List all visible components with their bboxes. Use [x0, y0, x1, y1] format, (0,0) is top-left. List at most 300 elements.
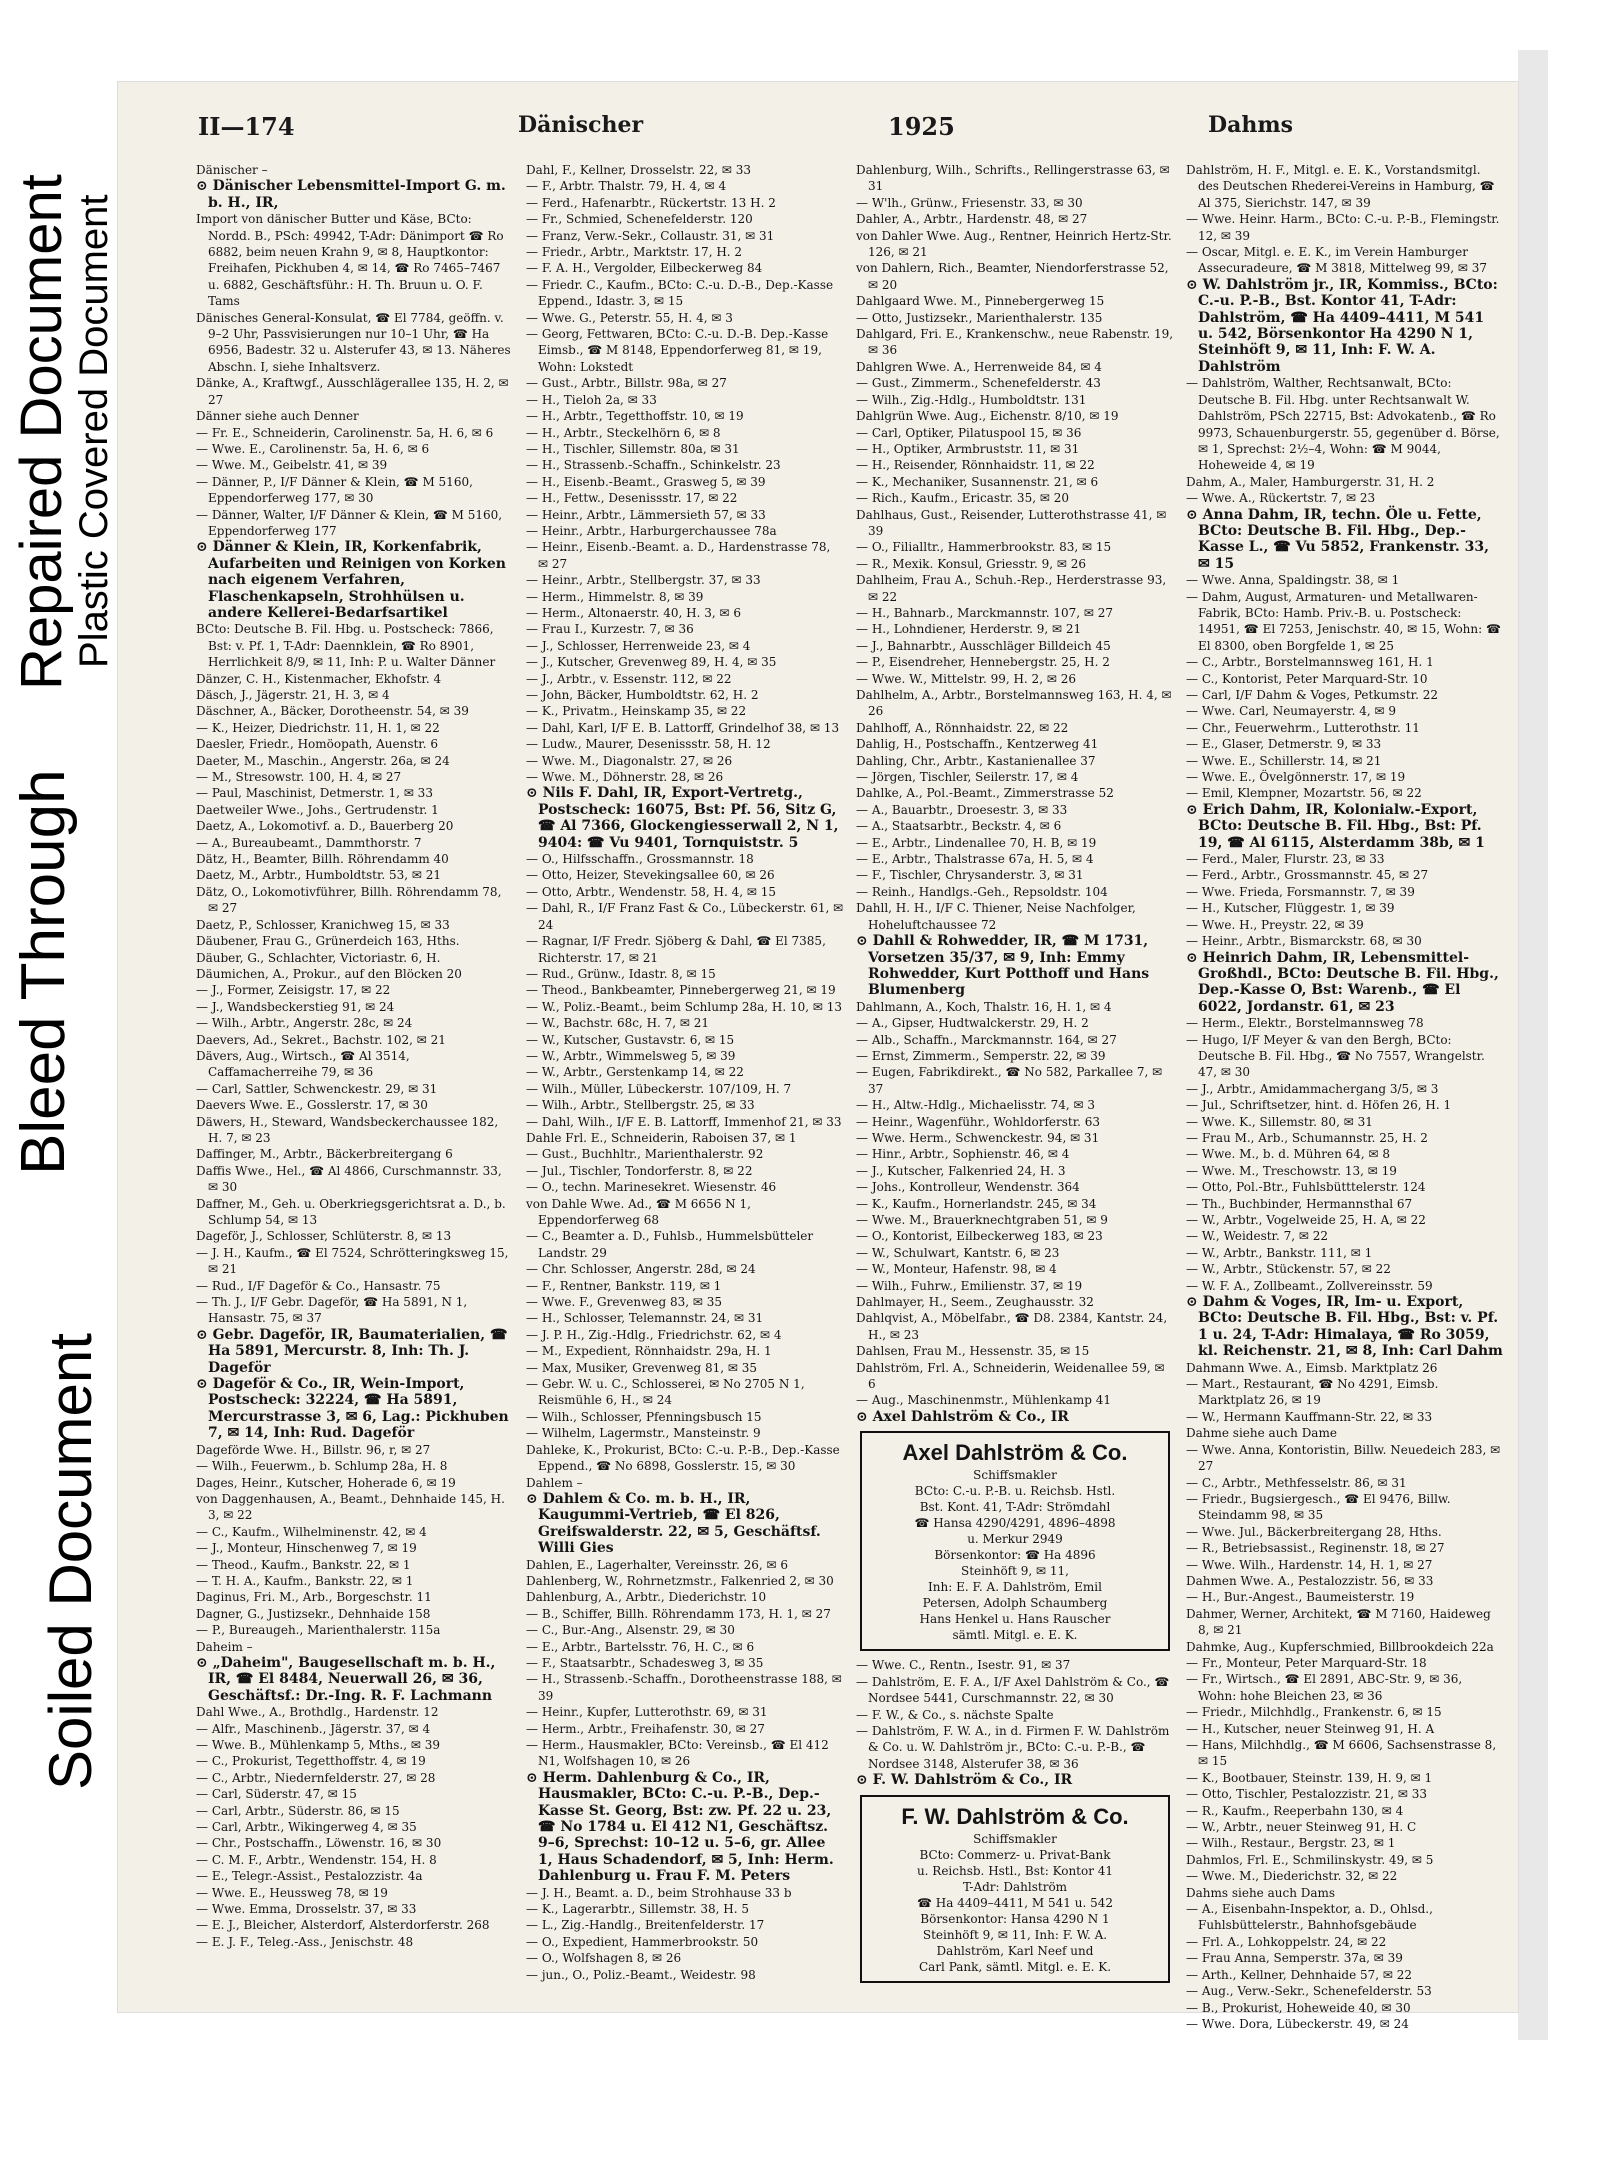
- directory-entry: Dahlgrün Wwe. Aug., Eichenstr. 8/10, ✉ 19: [856, 409, 1119, 424]
- directory-entry: — O., Hilfsschaffn., Grossmannstr. 18: [526, 852, 754, 867]
- directory-entry: — Carl, Optiker, Pilatuspool 15, ✉ 36: [856, 425, 1082, 440]
- directory-entry: — E., Telegr.-Assist., Pestalozzistr. 4a: [196, 1869, 423, 1884]
- directory-entry: ⊙ Dänner & Klein, IR, Korkenfabrik, Aufarbeiten und Reinigen von Korken nach eigenem Verfahren, Flaschenkapseln, Strohhülsen u. andere Kellerei-Bedarfsartikel: [196, 539, 506, 621]
- directory-entry: — Wilh., Arbtr., Stellbergstr. 25, ✉ 33: [526, 1098, 755, 1113]
- directory-entry: Dages, Heinr., Kutscher, Hoherade 6, ✉ 19: [196, 1475, 456, 1490]
- directory-entry: — Wwe. Emma, Drosselstr. 37, ✉ 33: [196, 1902, 417, 1917]
- directory-entry: Dahler, A., Arbtr., Hardenstr. 48, ✉ 27: [856, 212, 1088, 227]
- directory-entry: — H., Arbtr., Steckelhörn 6, ✉ 8: [526, 425, 721, 440]
- directory-entry: Daesler, Friedr., Homöopath, Auenstr. 6: [196, 737, 438, 752]
- directory-entry: — Ferd., Arbtr., Grossmannstr. 45, ✉ 27: [1186, 868, 1429, 883]
- ad-line: Inh: E. F. A. Dahlström, Emil: [928, 1580, 1102, 1595]
- advertisement-axel-dahlstroem: [860, 1431, 1170, 1651]
- directory-entry: Dahlström, Frl. A., Schneiderin, Weidenallee 59, ✉ 6: [856, 1360, 1165, 1392]
- side-label-strip: [0, 0, 130, 2177]
- directory-page: [118, 82, 1518, 2031]
- directory-entry: Daevers, Ad., Sekret., Bachstr. 102, ✉ 21: [196, 1032, 446, 1047]
- directory-entry: — K., Mechaniker, Susannenstr. 21, ✉ 6: [856, 474, 1099, 489]
- directory-entry: — Ferd., Maler, Flurstr. 23, ✉ 33: [1186, 852, 1385, 867]
- directory-entry: — J., Kutscher, Falkenried 24, H. 3: [856, 1163, 1066, 1178]
- directory-entry: — C., Beamter a. D., Fuhlsb., Hummelsbütteler Landstr. 29: [526, 1229, 814, 1260]
- directory-entry: — Fr., Monteur, Peter Marquard-Str. 18: [1186, 1655, 1427, 1670]
- label-plastic-covered-document: Plastic Covered Document: [72, 194, 116, 668]
- directory-entry: — Jul., Schriftsetzer, hint. d. Höfen 26, H. 1: [1186, 1098, 1452, 1113]
- directory-entry: Dahlmann, A., Koch, Thalstr. 16, H. 1, ✉ 4: [856, 999, 1112, 1014]
- directory-entry: Dävers, Aug., Wirtsch., ☎ Al 3514, Caffamacherreihe 79, ✉ 36: [196, 1048, 410, 1080]
- directory-entry: — Wwe. W., Mittelstr. 99, H. 2, ✉ 26: [856, 671, 1076, 686]
- ad-line: u. Merkur 2949: [967, 1532, 1063, 1547]
- directory-entry: Dänischer –: [196, 163, 268, 177]
- directory-entry: — F. A. H., Vergolder, Eilbeckerweg 84: [526, 261, 763, 276]
- directory-entry: — W., Arbtr., Stückenstr. 57, ✉ 22: [1186, 1262, 1391, 1277]
- directory-entry: — Emil, Klempner, Mozartstr. 56, ✉ 22: [1186, 786, 1422, 801]
- directory-entry: von Dahlern, Rich., Beamter, Niendorferstrasse 52, ✉ 20: [856, 261, 1169, 292]
- directory-entry: ⊙ Dageför & Co., IR, Wein-Import, Postscheck: 32224, ☎ Ha 5891, Mercurstrasse 3, ✉ 6, Lag.: Pickhuben 7, ✉ 14, Inh: Rud. Dageför: [196, 1376, 509, 1442]
- directory-entry: — Wwe. Anna, Kontoristin, Billw. Neuedeich 283, ✉ 27: [1186, 1442, 1501, 1474]
- directory-entry: — Friedr., Milchhdlg., Frankenstr. 6, ✉ 15: [1186, 1705, 1442, 1720]
- directory-entry: — H., Schlosser, Telemannstr. 24, ✉ 31: [526, 1311, 764, 1326]
- ad-line: u. Reichsb. Hstl., Bst: Kontor 41: [916, 1863, 1114, 1878]
- directory-entry: — O., Expedient, Hammerbrookstr. 50: [526, 1934, 759, 1949]
- directory-entry: Dahleke, K., Prokurist, BCto: C.-u. P.-B., Dep.-Kasse Eppend., ☎ No 6898, Gosslerstr. 15, ✉ 30: [526, 1442, 840, 1474]
- directory-entry: — Wilh., Zig.-Hdlg., Humboldtstr. 131: [856, 392, 1087, 407]
- directory-entry: ⊙ „Daheim", Baugesellschaft m. b. H., IR, ☎ El 8484, Neuerwall 26, ✉ 36, Geschäftsf.: Dr.-Ing. R. F. Lachmann: [196, 1654, 496, 1704]
- directory-entry: Däschner, A., Bäcker, Dorotheenstr. 54, ✉ 39: [196, 704, 469, 719]
- page-header: [198, 112, 1498, 152]
- directory-entry: Dahmen Wwe. A., Pestalozzistr. 56, ✉ 33: [1186, 1573, 1434, 1588]
- directory-entry: — Herm., Altonaerstr. 40, H. 3, ✉ 6: [526, 605, 741, 620]
- directory-entry: — Fr. E., Schneiderin, Carolinenstr. 5a, H. 6, ✉ 6: [196, 425, 494, 440]
- directory-entry: — H., Arbtr., Tegetthoffstr. 10, ✉ 19: [526, 409, 744, 424]
- directory-entry: — W., Arbtr., Vogelweide 25, H. A, ✉ 22: [1186, 1213, 1426, 1227]
- directory-entry: — Jörgen, Tischler, Seilerstr. 17, ✉ 4: [856, 770, 1079, 785]
- directory-entry: Dahlenburg, A., Arbtr., Diederichstr. 10: [526, 1590, 767, 1605]
- directory-entry: — Wwe. H., Preystr. 22, ✉ 39: [1186, 917, 1364, 932]
- section-heading: Dänischer: [518, 112, 644, 138]
- directory-entry: — Rud., I/F Dageför & Co., Hansastr. 75: [196, 1278, 441, 1293]
- directory-entry: von Dahle Wwe. Ad., ☎ M 6656 N 1, Eppendorferweg 68: [526, 1196, 751, 1227]
- directory-entry: Dahmlos, Frl. E., Schmilinskystr. 49, ✉ 5: [1186, 1852, 1434, 1867]
- directory-entry: — Otto, Heizer, Stevekingsallee 60, ✉ 26: [526, 868, 775, 883]
- directory-entry: — C., Kontorist, Peter Marquard-Str. 10: [1186, 671, 1428, 686]
- directory-entry: — J. P. H., Zig.-Hdlg., Friedrichstr. 62, ✉ 4: [526, 1327, 782, 1342]
- directory-entry: — Otto, Arbtr., Wendenstr. 58, H. 4, ✉ 15: [526, 884, 777, 899]
- directory-entry: — O., techn. Marinesekret. Wiesenstr. 46: [526, 1180, 777, 1195]
- directory-entry: — Herm., Himmelstr. 8, ✉ 39: [526, 589, 704, 604]
- ad-line: Bst. Kont. 41, T-Adr: Strömdahl: [919, 1500, 1111, 1515]
- directory-entry: — E. J., Bleicher, Alsterdorf, Alsterdorferstr. 268: [196, 1918, 490, 1933]
- directory-entry: Dahlig, H., Postschaffn., Kentzerweg 41: [856, 737, 1099, 752]
- directory-entry: — Georg, Fettwaren, BCto: C.-u. D.-B. Dep.-Kasse Eimsb., ☎ M 8148, Eppendorferweg 81, ✉ 19, Wohn: Lokstedt: [526, 327, 829, 374]
- directory-entry: — J., Monteur, Hinschenweg 7, ✉ 19: [196, 1541, 417, 1556]
- directory-entry: — Max, Musiker, Grevenweg 81, ✉ 35: [526, 1360, 758, 1375]
- directory-entry: — C., Bur.-Ang., Alsenstr. 29, ✉ 30: [526, 1623, 735, 1638]
- directory-entry: ⊙ Dahm & Voges, IR, Im- u. Export, BCto: Deutsche B. Fil. Hbg., Bst: v. Pf. 1 u. 24, T-Adr: Himalaya, ☎ Ro 3059, kl. Reichenstr. 21, ✉ 8, Inh: Carl Dahm: [1186, 1294, 1503, 1360]
- directory-entry: — E., Arbtr., Bartelsstr. 76, H. C., ✉ 6: [526, 1639, 755, 1654]
- directory-entry: — Dahm, August, Armaturen- und Metallwaren-Fabrik, BCto: Hamb. Priv.-B. u. Postscheck: 14951, ☎ El 7253, Jenischstr. 40, ✉ 15, Wohn: ☎ El 8300, oben Borgfelde 1, ✉ 25: [1186, 589, 1501, 653]
- running-head: Dahms: [1208, 112, 1293, 138]
- directory-entry: — Wilh., Fuhrw., Emilienstr. 37, ✉ 19: [856, 1278, 1083, 1293]
- label-bleed-through: Bleed Through: [9, 769, 78, 1175]
- directory-entry: — Wilh., Restaur., Bergstr. 23, ✉ 1: [1186, 1836, 1396, 1851]
- directory-entry: Daffinger, M., Arbtr., Bäckerbreitergang 6: [196, 1147, 453, 1162]
- directory-entry: — Ernst, Zimmerm., Semperstr. 22, ✉ 39: [856, 1048, 1106, 1063]
- directory-entry: Dahmke, Aug., Kupferschmied, Billbrookdeich 22a: [1186, 1639, 1494, 1654]
- directory-entry: ⊙ Anna Dahm, IR, techn. Öle u. Fette, BCto: Deutsche B. Fil. Hbg., Dep.-Kasse L., ☎ Vu 5852, Frankenstr. 33, ✉ 15: [1186, 506, 1489, 572]
- directory-entry: — Alfr., Maschinenb., Jägerstr. 37, ✉ 4: [196, 1721, 431, 1736]
- directory-entry: — J., Wandsbeckerstieg 91, ✉ 24: [196, 999, 395, 1014]
- directory-entry: — Heinr., Kupfer, Lutterothstr. 69, ✉ 31: [526, 1705, 768, 1720]
- ad-line: Steinhöft 9, ✉ 11,: [961, 1564, 1069, 1579]
- directory-entry: — Wwe. M., Diagonalstr. 27, ✉ 26: [526, 753, 733, 768]
- directory-entry: — Wwe. Frieda, Forsmannstr. 7, ✉ 39: [1186, 884, 1415, 899]
- directory-entry: — Hugo, I/F Meyer & van den Bergh, BCto: Deutsche B. Fil. Hbg., ☎ No 7557, Wrangelstr. 47, ✉ 30: [1186, 1032, 1485, 1080]
- page-number: II—174: [198, 112, 295, 141]
- directory-entry: — L., Zig.-Handlg., Breitenfelderstr. 17: [526, 1918, 765, 1933]
- directory-entry: — R., Betriebsassist., Reginenstr. 18, ✉ 27: [1186, 1541, 1445, 1556]
- directory-entry: Daffner, M., Geh. u. Oberkriegsgerichtsrat a. D., b. Schlump 54, ✉ 13: [196, 1196, 506, 1227]
- directory-entry: Dageförde Wwe. H., Billstr. 96, r, ✉ 27: [196, 1442, 431, 1457]
- ad-line: Hans Henkel u. Hans Rauscher: [919, 1612, 1111, 1627]
- column-2: [526, 162, 844, 1992]
- directory-entry: — W., Hermann Kauffmann-Str. 22, ✉ 33: [1186, 1409, 1433, 1424]
- directory-entry: Dahlhelm, A., Arbtr., Borstelmannsweg 163, H. 4, ✉ 26: [856, 688, 1172, 719]
- directory-entry: — Mart., Restaurant, ☎ No 4291, Eimsb. Marktplatz 26, ✉ 19: [1186, 1377, 1439, 1408]
- directory-entry: — J., Arbtr., Amidammachergang 3/5, ✉ 3: [1186, 1081, 1439, 1096]
- directory-entry: ⊙ W. Dahlström jr., IR, Kommiss., BCto: C.-u. P.-B., Bst. Kontor 41, T-Adr: Dahlström, ☎ Ha 4409–4411, M 541 u. 542, Börsenkontor Ha 4290 N 1, Steinhöft 9, ✉ 11, Inh: F. W. A. Dahlström: [1186, 276, 1498, 375]
- directory-entry: Däubener, Frau G., Grünerdeich 163, Hths.: [196, 934, 460, 949]
- directory-entry: — Arth., Kellner, Dehnhaide 57, ✉ 22: [1186, 1967, 1413, 1982]
- directory-entry: — E., Arbtr., Lindenallee 70, H. B, ✉ 19: [856, 835, 1097, 850]
- directory-entry: — Heinr., Arbtr., Stellbergstr. 37, ✉ 33: [526, 573, 761, 588]
- directory-entry: — Gebr. W. u. C., Schlosserei, ✉ No 2705 N 1, Reismühle 6, H., ✉ 24: [526, 1377, 805, 1408]
- directory-entry: — Wwe. F., Grevenweg 83, ✉ 35: [526, 1295, 722, 1310]
- directory-entry: Dahms siehe auch Dams: [1186, 1885, 1336, 1900]
- column-4: [1186, 162, 1504, 2031]
- directory-entry: — J., Schlosser, Herrenweide 23, ✉ 4: [526, 638, 751, 653]
- directory-entry: — Chr. Schlosser, Angerstr. 28d, ✉ 24: [526, 1262, 756, 1277]
- directory-entry: — C., Arbtr., Niedernfelderstr. 27, ✉ 28: [196, 1770, 436, 1785]
- directory-entry: — K., Privatm., Heinskamp 35, ✉ 22: [526, 704, 747, 719]
- directory-entry: — H., Kutscher, neuer Steinweg 91, H. A: [1186, 1721, 1435, 1736]
- directory-entry: — M., Expedient, Rönnhaidstr. 29a, H. 1: [526, 1344, 772, 1359]
- directory-entry: — F., Rentner, Bankstr. 119, ✉ 1: [526, 1278, 722, 1293]
- directory-entry: Dagner, G., Justizsekr., Dehnhaide 158: [196, 1606, 431, 1621]
- directory-entry: Daffis Wwe., Hel., ☎ Al 4866, Curschmannstr. 33, ✉ 30: [196, 1163, 502, 1195]
- directory-entry: — Chr., Postschaffn., Löwenstr. 16, ✉ 30: [196, 1836, 442, 1851]
- directory-entry: ⊙ Heinrich Dahm, IR, Lebensmittel-Großhdl., BCto: Deutsche B. Fil. Hbg., Dep.-Kasse O, Bst: Warenb., ☎ El 6022, Jordanstr. 61, ✉ 23: [1186, 949, 1499, 1015]
- directory-entry: — F. W., & Co., s. nächste Spalte: [856, 1707, 1054, 1722]
- directory-entry: — Oscar, Mitgl. e. E. K., im Verein Hamburger Assecuradeure, ☎ M 3818, Mittelweg 99, ✉ 37: [1186, 245, 1488, 276]
- directory-entry: Dahlmayer, H., Seem., Zeughausstr. 32: [856, 1295, 1094, 1310]
- directory-entry: Dahll, H. H., I/F C. Thiener, Neise Nachfolger, Hoheluftchaussee 72: [856, 901, 1136, 932]
- directory-entry: — Dahl, Wilh., I/F E. B. Lattorff, Immenhof 21, ✉ 33: [526, 1114, 842, 1129]
- ad-line: Petersen, Adolph Schaumberg: [922, 1596, 1108, 1611]
- ad-line: Dahlström, Karl Neef und: [936, 1943, 1094, 1958]
- directory-entry: — J. H., Beamt. a. D., beim Strohhause 33 b: [526, 1885, 792, 1900]
- directory-entry: — Otto, Tischler, Pestalozzistr. 21, ✉ 33: [1186, 1787, 1427, 1802]
- directory-entry: — C. M. F., Arbtr., Wendenstr. 154, H. 8: [196, 1852, 437, 1867]
- directory-entry: — Rich., Kaufm., Ericastr. 35, ✉ 20: [856, 491, 1069, 506]
- directory-entry: ⊙ F. W. Dahlström & Co., IR: [856, 1772, 1073, 1789]
- directory-entry: — Eugen, Fabrikdirekt., ☎ No 582, Parkallee 7, ✉ 37: [856, 1065, 1163, 1096]
- directory-entry: Dahlhoff, A., Rönnhaidstr. 22, ✉ 22: [856, 720, 1069, 735]
- directory-entry: — Dahlström, Walther, Rechtsanwalt, BCto: Deutsche B. Fil. Hbg. unter Rechtsanwalt W. Dahlström, PSch 22715, Bst: Advokatenb., ☎ Ro 9973, Schauenburgerstr. 55, gegenüber d. Börse, ✉ 1, Sprechst: 2½–4, Wohn: ☎ M 9044, Hoheweide 4, ✉ 19: [1186, 376, 1500, 473]
- directory-entry: — Wwe. M., Treschowstr. 13, ✉ 19: [1186, 1163, 1397, 1178]
- directory-entry: — Wwe. M., Brauerknechtgraben 51, ✉ 9: [856, 1213, 1108, 1227]
- directory-entry: — H., Fettw., Desenissstr. 17, ✉ 22: [526, 491, 738, 506]
- directory-entry: — E., Glaser, Detmerstr. 9, ✉ 33: [1186, 737, 1382, 752]
- directory-entry: Däwers, H., Steward, Wandsbeckerchaussee 182, H. 7, ✉ 23: [196, 1114, 499, 1145]
- directory-entry: — Carl, Sattler, Schwenckestr. 29, ✉ 31: [196, 1081, 438, 1096]
- directory-entry: — Otto, Justizsekr., Marienthalerstr. 135: [856, 310, 1103, 325]
- directory-entry: — Heinr., Arbtr., Harburgerchaussee 78a: [526, 523, 777, 538]
- directory-entry: — Wwe. Dora, Lübeckerstr. 49, ✉ 24: [1186, 2016, 1409, 2031]
- directory-entry: — H., Strassenb.-Schaffn., Schinkelstr. 23: [526, 458, 781, 473]
- directory-entry: — W'lh., Grünw., Friesenstr. 33, ✉ 30: [856, 195, 1083, 210]
- directory-entry: — Wilhelm, Lagermstr., Mansteinstr. 9: [526, 1426, 761, 1441]
- directory-entry: — F., Arbtr. Thalstr. 79, H. 4, ✉ 4: [526, 179, 727, 194]
- directory-entry: Dahlen, E., Lagerhalter, Vereinsstr. 26, ✉ 6: [526, 1557, 788, 1572]
- directory-entry: — Wilh., Arbtr., Angerstr. 28c, ✉ 24: [196, 1016, 413, 1031]
- directory-entry: Dahlgard, Fri. E., Krankenschw., neue Rabenstr. 19, ✉ 36: [856, 327, 1174, 358]
- directory-entry: — Wwe. Heinr. Harm., BCto: C.-u. P.-B., Flemingstr. 12, ✉ 39: [1186, 212, 1500, 243]
- directory-entry: — Wwe. Carl, Neumayerstr. 4, ✉ 9: [1186, 704, 1396, 719]
- directory-entry: — Carl, Süderstr. 47, ✉ 15: [196, 1787, 357, 1802]
- directory-entry: — J., Former, Zeisigstr. 17, ✉ 22: [196, 983, 391, 998]
- directory-entry: — H., Kutscher, Flüggestr. 1, ✉ 39: [1186, 901, 1395, 916]
- directory-entry: von Daggenhausen, A., Beamt., Dehnhaide 145, H. 3, ✉ 22: [196, 1491, 505, 1523]
- directory-entry: ⊙ Axel Dahlström & Co., IR: [856, 1408, 1069, 1425]
- directory-entry: Dahm, A., Maler, Hamburgerstr. 31, H. 2: [1186, 474, 1435, 489]
- directory-entry: — E. J. F., Teleg.-Ass., Jenischstr. 48: [196, 1934, 414, 1949]
- directory-entry: Import von dänischer Butter und Käse, BCto: Nordd. B., PSch: 49942, T-Adr: Dänimport ☎ Ro 6882, beim neuen Krahn 9, ✉ 8, Hauptkontor: Freihafen, Pickhuben 4, ✉ 14, ☎ Ro 7465–7467 u. 6882, Geschäftsführ.: H. Th. Bruun u. O. F. Tams: [196, 212, 504, 309]
- directory-entry: — Fr., Schmied, Schenefelderstr. 120: [526, 212, 753, 227]
- directory-entry: — Heinr., Arbtr., Bismarckstr. 68, ✉ 30: [1186, 934, 1422, 949]
- advertisement-fw-dahlstroem: [860, 1795, 1170, 1983]
- directory-entry: Dahl, F., Kellner, Drosselstr. 22, ✉ 33: [526, 163, 752, 177]
- directory-entry: — H., Bur.-Angest., Baumeisterstr. 19: [1186, 1590, 1415, 1605]
- directory-entry: — Frau I., Kurzestr. 7, ✉ 36: [526, 622, 694, 637]
- directory-entry: — Ferd., Hafenarbtr., Rückertstr. 13 H. 2: [526, 195, 776, 210]
- directory-entry: — P., Eisendreher, Hennebergstr. 25, H. 2: [856, 655, 1110, 670]
- directory-entry: — A., Bauarbtr., Droesestr. 3, ✉ 33: [856, 802, 1068, 817]
- directory-entry: — C., Arbtr., Methfesselstr. 86, ✉ 31: [1186, 1475, 1407, 1490]
- directory-entry: — Wwe. E., Schillerstr. 14, ✉ 21: [1186, 753, 1382, 768]
- directory-entry: — Wwe. M., Döhnerstr. 28, ✉ 26: [526, 770, 724, 785]
- directory-entry: Däumichen, A., Prokur., auf den Blöcken 20: [196, 966, 462, 981]
- directory-entry: — Friedr. C., Kaufm., BCto: C.-u. D.-B., Dep.-Kasse Eppend., Idastr. 3, ✉ 15: [526, 277, 834, 309]
- directory-entry: — Frl. A., Lohkoppelstr. 24, ✉ 22: [1186, 1934, 1387, 1949]
- directory-entry: — Herm., Elektr., Borstelmannsweg 78: [1186, 1016, 1424, 1031]
- directory-entry: — Dahlström, F. W. A., in d. Firmen F. W. Dahlström & Co. u. W. Dahlström jr., BCto: C.-u. P.-B., ☎ Nordsee 3148, Alsterufer 38, ✉ 36: [856, 1723, 1170, 1771]
- directory-entry: Dahlenburg, Wilh., Schrifts., Rellingerstrasse 63, ✉ 31: [856, 163, 1170, 194]
- directory-entry: — Alb., Schaffn., Marckmannstr. 164, ✉ 27: [856, 1032, 1117, 1047]
- directory-entry: Dahlqvist, A., Möbelfabr., ☎ D8. 2384, Kantstr. 24, H., ✉ 23: [856, 1311, 1168, 1342]
- column-3: [856, 162, 1174, 1992]
- directory-entry: — J., Arbtr., v. Essenstr. 112, ✉ 22: [526, 671, 732, 686]
- directory-entry: — Wwe. A., Rückertstr. 7, ✉ 23: [1186, 491, 1376, 506]
- directory-entry: Daetz, P., Schlosser, Kranichweg 15, ✉ 33: [196, 917, 450, 932]
- year-heading: 1925: [888, 112, 955, 141]
- directory-entry: — Gust., Zimmerm., Schenefelderstr. 43: [856, 376, 1101, 391]
- directory-entry: — Aug., Maschinenmstr., Mühlenkamp 41: [856, 1393, 1111, 1408]
- directory-entry: — Wilh., Schlosser, Pfenningsbusch 15: [526, 1409, 762, 1424]
- ad-line: BCto: C.-u. P.-B. u. Reichsb. Hstl.: [914, 1484, 1116, 1499]
- ad-line: Börsenkontor: ☎ Ha 4896: [934, 1548, 1096, 1563]
- directory-entry: — Otto, Pol.-Btr., Fuhlsbütttelerstr. 124: [1186, 1180, 1426, 1195]
- ad-line: ☎ Hansa 4290/4291, 4896–4898: [914, 1516, 1116, 1531]
- directory-entry: — J., Bahnarbtr., Ausschläger Billdeich 45: [856, 638, 1111, 653]
- directory-entry: — Chr., Feuerwehrm., Lutterothstr. 11: [1186, 720, 1420, 735]
- directory-entry: — Johs., Kontrolleur, Wendenstr. 364: [856, 1180, 1080, 1195]
- directory-entry: — Frau Anna, Semperstr. 37a, ✉ 39: [1186, 1951, 1403, 1966]
- ad-line: Steinhöft 9, ✉ 11, Inh: F. W. A.: [922, 1927, 1108, 1942]
- directory-entry: — Dänner, P., I/F Dänner & Klein, ☎ M 5160, Eppendorferweg 177, ✉ 30: [196, 474, 473, 506]
- directory-entry: — P., Bureaugeh., Marienthalerstr. 115a: [196, 1623, 441, 1638]
- ad-title: F. W. Dahlström & Co.: [901, 1803, 1129, 1829]
- directory-entry: — H., Tieloh 2a, ✉ 33: [526, 392, 657, 407]
- directory-entry: — H., Lohndiener, Herderstr. 9, ✉ 21: [856, 622, 1082, 637]
- directory-entry: — Gust., Arbtr., Billstr. 98a, ✉ 27: [526, 376, 727, 391]
- directory-entry: ⊙ Nils F. Dahl, IR, Export-Vertretg., Postscheck: 16075, Bst: Pf. 56, Sitz G, ☎ Al 7366, Glockengiesserwall 2, N 1, 9404: ☎ Vu 9401, Tornquiststr. 5: [526, 785, 839, 851]
- directory-entry: — Heinr., Arbtr., Lämmersieth 57, ✉ 33: [526, 507, 766, 522]
- directory-entry: — H., Optiker, Armbruststr. 11, ✉ 31: [856, 441, 1080, 456]
- label-repaired-document: Repaired Document: [9, 174, 74, 690]
- directory-entry: — H., Tischler, Sillemstr. 80a, ✉ 31: [526, 441, 740, 456]
- directory-entry: Dahlsen, Frau M., Hessenstr. 35, ✉ 15: [856, 1344, 1090, 1359]
- directory-entry: — Hans, Milchhdlg., ☎ M 6606, Sachsenstrasse 8, ✉ 15: [1186, 1738, 1497, 1769]
- directory-entry: Dahmann Wwe. A., Eimsb. Marktplatz 26: [1186, 1360, 1438, 1375]
- directory-entry: — W., Arbtr., Bankstr. 111, ✉ 1: [1186, 1245, 1373, 1260]
- directory-entry: — Gust., Buchhltr., Marienthalerstr. 92: [526, 1147, 764, 1162]
- directory-entry: Dänner siehe auch Denner: [196, 409, 359, 424]
- ad-subtitle: Schiffsmakler: [973, 1468, 1057, 1483]
- directory-entry: — O., Wolfshagen 8, ✉ 26: [526, 1951, 682, 1966]
- directory-entry: — W., Schulwart, Kantstr. 6, ✉ 23: [856, 1245, 1060, 1260]
- directory-entry: — B., Schiffer, Billh. Röhrendamm 173, H. 1, ✉ 27: [526, 1606, 831, 1621]
- directory-entry: — T. H. A., Kaufm., Bankstr. 22, ✉ 1: [196, 1573, 414, 1588]
- directory-entry: ⊙ Dahlem & Co. m. b. H., IR, Kaugummi-Vertrieb, ☎ El 826, Greifswalderstr. 22, ✉ 5, Geschäftsf. Willi Gies: [526, 1490, 821, 1557]
- directory-entry: — R., Kaufm., Reeperbahn 130, ✉ 4: [1186, 1803, 1404, 1818]
- directory-entry: — E., Arbtr., Thalstrasse 67a, H. 5, ✉ 4: [856, 852, 1094, 867]
- directory-entry: — W., Arbtr., Gerstenkamp 14, ✉ 22: [526, 1065, 744, 1080]
- directory-entry: Dahme siehe auch Dame: [1186, 1426, 1337, 1441]
- directory-entry: ⊙ Dahll & Rohwedder, IR, ☎ M 1731, Vorsetzen 35/37, ✉ 9, Inh: Emmy Rohwedder, Kurt Potthoff und Hans Blumenberg: [856, 933, 1150, 999]
- directory-entry: Dahl Wwe., A., Brothdlg., Hardenstr. 12: [196, 1705, 439, 1720]
- directory-entry: Daheim –: [196, 1639, 253, 1654]
- directory-entry: — Th., Buchbinder, Hermannsthal 67: [1186, 1196, 1413, 1211]
- directory-entry: Dänzer, C. H., Kistenmacher, Ekhofstr. 4: [196, 671, 442, 686]
- directory-entry: — Herm., Hausmakler, BCto: Vereinsb., ☎ El 412 N1, Wolfshagen 10, ✉ 26: [526, 1738, 829, 1769]
- directory-entry: Däsch, J., Jägerstr. 21, H. 3, ✉ 4: [196, 688, 390, 702]
- directory-entry: — Wwe. E., Heussweg 78, ✉ 19: [196, 1885, 388, 1900]
- directory-entry: — W., Arbtr., neuer Steinweg 91, H. C: [1186, 1820, 1417, 1835]
- directory-entry: — K., Kaufm., Hornerlandstr. 245, ✉ 34: [856, 1196, 1097, 1211]
- directory-entry: — Wwe. E., Övelgönnerstr. 17, ✉ 19: [1186, 770, 1406, 785]
- directory-entry: — R., Mexik. Konsul, Griesstr. 9, ✉ 26: [856, 556, 1086, 571]
- directory-entry: Daetweiler Wwe., Johs., Gertrudenstr. 1: [196, 802, 439, 817]
- directory-entry: — W. F. A., Zollbeamt., Zollvereinsstr. 59: [1186, 1278, 1433, 1293]
- directory-entry: — H., Eisenb.-Beamt., Grasweg 5, ✉ 39: [526, 474, 766, 489]
- ad-subtitle: Schiffsmakler: [973, 1831, 1057, 1846]
- directory-entry: — W., Weidestr. 7, ✉ 22: [1186, 1229, 1329, 1244]
- directory-entry: Dahling, Chr., Arbtr., Kastanienallee 37: [856, 753, 1096, 768]
- directory-columns: [196, 162, 1506, 2031]
- ad-line: ☎ Ha 4409–4411, M 541 u. 542: [917, 1895, 1113, 1910]
- directory-entry: — jun., O., Poliz.-Beamt., Weidestr. 98: [526, 1967, 756, 1982]
- directory-entry: — M., Stresowstr. 100, H. 4, ✉ 27: [196, 770, 402, 785]
- directory-entry: — W., Bachstr. 68c, H. 7, ✉ 21: [526, 1016, 710, 1031]
- directory-entry: — A., Staatsarbtr., Beckstr. 4, ✉ 6: [856, 819, 1062, 834]
- directory-entry: — Paul, Maschinist, Detmerstr. 1, ✉ 33: [196, 786, 433, 801]
- directory-entry: — Wwe. K., Sillemstr. 80, ✉ 31: [1186, 1114, 1373, 1129]
- ad-line: Carl Pank, sämtl. Mitgl. e. E. K.: [918, 1959, 1112, 1974]
- directory-entry: — C., Arbtr., Borstelmannsweg 161, H. 1: [1186, 655, 1434, 670]
- directory-entry: — Friedr., Arbtr., Marktstr. 17, H. 2: [526, 245, 743, 260]
- directory-entry: — Jul., Tischler, Tondorferstr. 8, ✉ 22: [526, 1163, 753, 1178]
- directory-entry: — Herm., Arbtr., Freihafenstr. 30, ✉ 27: [526, 1721, 765, 1736]
- directory-entry: — B., Prokurist, Hoheweide 40, ✉ 30: [1186, 2000, 1411, 2015]
- directory-entry: Dahlström, H. F., Mitgl. e. E. K., Vorstandsmitgl. des Deutschen Rhederei-Vereins in Hamburg, ☎ Al 375, Sierichstr. 147, ✉ 39: [1186, 163, 1495, 210]
- directory-entry: — Heinr., Eisenb.-Beamt. a. D., Hardenstrasse 78, ✉ 27: [526, 540, 831, 571]
- directory-entry: — Rud., Grünw., Idastr. 8, ✉ 15: [526, 966, 716, 981]
- directory-entry: Dänisches General-Konsulat, ☎ El 7784, geöffn. v. 9–2 Uhr, Passvisierungen nur 10–1 Uhr, ☎ Ha 6956, Badestr. 32 u. Alsterufer 43, ✉ 13. Näheres Abschn. I, siehe Inhaltsverz.: [196, 310, 511, 374]
- directory-entry: von Dahler Wwe. Aug., Rentner, Heinrich Hertz-Str. 126, ✉ 21: [856, 228, 1172, 260]
- column-1: [196, 162, 514, 1992]
- directory-entry: — Wwe. M., Diederichstr. 32, ✉ 22: [1186, 1869, 1398, 1884]
- directory-entry: Daevers Wwe. E., Gosslerstr. 17, ✉ 30: [196, 1098, 428, 1113]
- directory-entry: — Dänner, Walter, I/F Dänner & Klein, ☎ M 5160, Eppendorferweg 177: [196, 507, 503, 538]
- directory-entry: — H., Bahnarb., Marckmannstr. 107, ✉ 27: [856, 605, 1114, 620]
- directory-entry: — Wwe. B., Mühlenkamp 5, Mths., ✉ 39: [196, 1738, 440, 1752]
- directory-entry: — Wwe. M., Geibelstr. 41, ✉ 39: [196, 458, 388, 473]
- ad-title: Axel Dahlström & Co.: [902, 1440, 1128, 1466]
- directory-entry: Daetz, M., Arbtr., Humboldtstr. 53, ✉ 21: [196, 868, 442, 883]
- directory-entry: — Carl, I/F Dahm & Voges, Petkumstr. 22: [1186, 688, 1438, 702]
- label-soiled-document: Soiled Document: [37, 1333, 104, 1790]
- directory-entry: — Th. J., I/F Gebr. Dageför, ☎ Ha 5891, N 1, Hansastr. 75, ✉ 37: [196, 1295, 468, 1326]
- directory-entry: — Wwe. Herm., Schwenckestr. 94, ✉ 31: [856, 1130, 1100, 1145]
- directory-entry: — W., Arbtr., Wimmelsweg 5, ✉ 39: [526, 1048, 736, 1063]
- directory-entry: Dahlke, A., Pol.-Beamt., Zimmerstrasse 52: [856, 786, 1114, 801]
- directory-entry: BCto: Deutsche B. Fil. Hbg. u. Postscheck: 7866, Bst: v. Pf. 1, T-Adr: Daennklein, ☎ Ro 8901, Herrlichkeit 8/9, ✉ 11, Inh: P. u. Walter Dänner: [196, 622, 496, 670]
- directory-entry: — A., Gipser, Hudtwalckerstr. 29, H. 2: [856, 1016, 1089, 1031]
- directory-entry: Dätz, O., Lokomotivführer, Billh. Röhrendamm 78, ✉ 27: [196, 884, 502, 916]
- directory-entry: — W., Poliz.-Beamt., beim Schlump 28a, H. 10, ✉ 13: [526, 999, 843, 1014]
- directory-entry: — Wwe. Wilh., Hardenstr. 14, H. 1, ✉ 27: [1186, 1557, 1433, 1572]
- directory-entry: — Carl, Arbtr., Wikingerweg 4, ✉ 35: [196, 1820, 417, 1835]
- directory-entry: — Carl, Arbtr., Süderstr. 86, ✉ 15: [196, 1803, 400, 1818]
- directory-entry: — Ludw., Maurer, Desenissstr. 58, H. 12: [526, 737, 771, 752]
- directory-entry: Dahlenberg, W., Rohrnetzmstr., Falkenried 2, ✉ 30: [526, 1573, 834, 1588]
- ad-line: BCto: Commerz- u. Privat-Bank: [919, 1847, 1111, 1862]
- directory-entry: — A., Bureaubeamt., Dammthorstr. 7: [196, 835, 422, 850]
- directory-entry: — John, Bäcker, Humboldtstr. 62, H. 2: [526, 688, 759, 702]
- directory-entry: — F., Staatsarbtr., Schadesweg 3, ✉ 35: [526, 1655, 764, 1670]
- directory-entry: Dahlhaus, Gust., Reisender, Lutterothstrasse 41, ✉ 39: [856, 507, 1167, 538]
- directory-entry: — Wwe. Jul., Bäckerbreitergang 28, Hths.: [1186, 1524, 1442, 1539]
- directory-entry: — Ragnar, I/F Fredr. Sjöberg & Dahl, ☎ El 7385, Richterstr. 17, ✉ 21: [526, 934, 826, 965]
- directory-entry: Dänke, A., Kraftwgf., Ausschlägerallee 135, H. 2, ✉ 27: [196, 376, 509, 407]
- directory-entry: — Wwe. Anna, Spaldingstr. 38, ✉ 1: [1186, 573, 1400, 588]
- directory-entry: Dahlgren Wwe. A., Herrenweide 84, ✉ 4: [856, 359, 1102, 374]
- directory-entry: — H., Altw.-Hdlg., Michaelisstr. 74, ✉ 3: [856, 1098, 1095, 1113]
- directory-entry: — Franz, Verw.-Sekr., Collaustr. 31, ✉ 31: [526, 228, 775, 243]
- directory-entry: — Dahl, Karl, I/F E. B. Lattorff, Grindelhof 38, ✉ 13: [526, 720, 840, 735]
- directory-entry: — H., Strassenb.-Schaffn., Dorotheenstrasse 188, ✉ 39: [526, 1672, 842, 1703]
- directory-entry: — Aug., Verw.-Sekr., Schenefelderstr. 53: [1186, 1984, 1432, 1999]
